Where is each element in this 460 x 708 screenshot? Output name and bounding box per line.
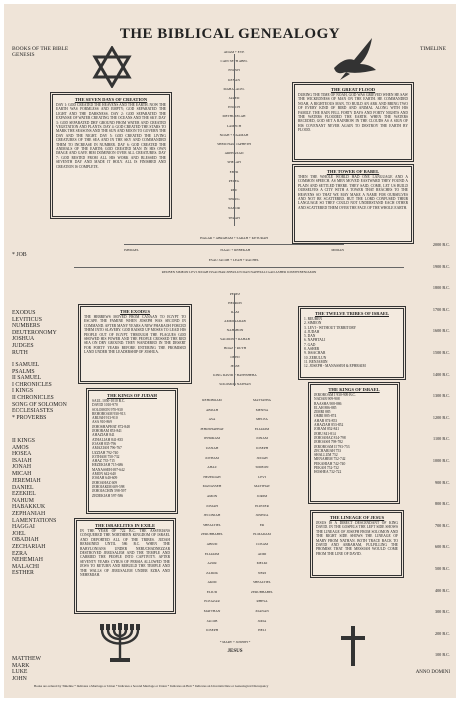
tribe-item: 2. SIMEON [304,321,322,326]
books-group-job [12,252,27,259]
babel-text: THEN THE WHOLE WORLD HAD ONE LANGUAGE AND A COMMON SPEECH. AS MEN MOVED EASTWARD THEY FOUND A PLAIN AND SETTLED THERE. THEY SAID, COME, LET US BUILD OURSELVES A CITY WITH A TOWER THAT REACHES TO THE HEAVENS SO THAT WE MAY MAKE A NAME FOR OURSELVES AND NOT BE SCATTERED. BUT THE LORD CONFUSED THEIR LANGUAGE SO THEY COULD NOT UNDERSTAND EACH OTHER AND SCATTERED THEM OVER THE FACE OF THE WHOLE EARTH. [298,175,408,210]
ancestor-name: JARED [228,96,240,101]
timeline-date: 1000 B.C. [432,457,450,463]
abraham-row: HAGAR + ABRAHAM + SARAH + KETURAH [200,236,268,240]
lineage-name: ZERUBBABEL [250,589,274,594]
israel-king-item: JEHU 841-814 [314,431,336,436]
book-name: II KINGS [12,438,36,444]
lineage-name: ELEAZAR [204,599,220,604]
judah-king-item: MANASSEH 697-642 [92,467,125,472]
judah-king-item: ABIJAH 913-910 [92,416,118,421]
timeline-date: 200 B.C. [434,630,450,636]
judah-king-item: ATHALIAH 841-835 [92,437,124,442]
judah-descendant: JESSE [230,364,240,368]
tribe-item: 10. ZEBULUN [304,355,327,360]
judah-descendant: SOLOMON NATHAN [219,382,251,386]
book-name: NUMBERS [12,323,41,330]
judah-descendant: RAM [231,310,239,314]
lineage-name: JOSHUA [255,513,269,518]
lineage-name: MELKI [256,561,268,566]
book-name: DANIEL [12,484,34,491]
books-group-law [12,310,57,356]
judah-descendant: SALMON + RAHAB [220,337,250,341]
lineage-name: AHAZ [207,465,217,470]
israel-king-item: PEKAH 752-732 [314,466,339,471]
lineage-name: REHOBOAM [202,398,222,402]
ancestor-name: SHEM HAM JAPHETH [217,142,251,147]
lineage-name: JOSEPH [255,445,269,450]
lineage-name: COSAM [255,541,269,546]
ancestor-name: PELEG [228,178,240,183]
lineage-name: JOTHAM [205,455,219,460]
lineage-name: JONAM [256,436,268,441]
timeline-header: TIMELINE [420,46,446,52]
lineage-name: ZERUBBABEL [200,532,224,537]
lineage-name: SIMEON [255,465,269,470]
judah-descendant: HEZRON [228,301,242,305]
israel-king-item: ZIMRI 885 [314,410,331,415]
book-name: ISAIAH [12,457,32,464]
timeline-date: 1600 B.C. [432,328,450,334]
ancestor-name: ARPHAXAD [224,151,244,156]
creation-text: DAY 1: GOD CREATED THE HEAVENS AND THE EARTH. NOW THE EARTH WAS FORMLESS AND EMPTY; GOD SEPARATED THE LIGHT AND THE DARKNESS. DAY 2: GOD SEPARATED THE EXPANSE OF WATER CREATING THE OCEANS AND THE SKY. DAY 3: GOD SEPARATED DRY GROUND FROM WATER AND CREATED VEGETATION AND PLANTS. DAY 4: GOD CREATED THE STARS TO MARK THE SEASONS AND THE SUN AND MOON TO GOVERN THE DAY AND THE NIGHT. DAY 5: GOD CREATED THE LIVING CREATURES OF THE SEA AND IN THE SKY AND COMMANDED THEM TO INCREASE IN NUMBER. DAY 6: GOD CREATED THE ANIMALS OF THE EARTH; GOD CREATED MAN IN HIS OWN IMAGE AND GAVE HIM DOMINION OVER ALL CREATURES. DAY 7: GOD RESTED FROM ALL HIS WORK AND BLESSED THE SEVENTH DAY AND MADE IT HOLY. ALL IS FINISHED AND CREATION IS COMPLETE. [56,103,166,169]
judah-king-item: AHAZ 735-715 [92,459,115,464]
ancestor-name: KENAN [228,77,240,82]
lineage-name: HELI [258,628,266,633]
judah-king-item: JEHOAHAZ 609 [92,480,118,485]
lineage-name: NERI [258,570,266,575]
book-name: JONAH [12,464,32,471]
timeline-date: 1300 B.C. [432,393,450,399]
ancestor-name: NOAH + NAAMAH [219,132,249,137]
timeline-date: 1900 B.C. [432,263,450,269]
judah-descendant: OBED [230,355,240,359]
exile-text: IN THE YEAR OF 722 B.C. THE ASSYRIANS CONQUERED THE NORTHERN KINGDOM OF ISRAEL AND DEPORTED ALL OF THE TRIBES. JUDAH REMAINED UNTIL 586 B.C. WHEN THE BABYLONIANS UNDER NEBUCHADNEZZAR DESTROYED JERUSALEM AND THE TEMPLE AND CARRIED THE PEOPLE INTO CAPTIVITY. AFTER SEVENTY YEARS CYRUS OF PERSIA ALLOWED THE JEWS TO RETURN AND REBUILD THE TEMPLE AND THE WALLS OF JERUSALEM UNDER EZRA AND NEHEMIAH. [80,529,170,578]
lineage-name: LEVI [258,474,266,479]
book-name: JOHN [12,675,27,682]
timeline [433,242,450,674]
flood-title: THE GREAT FLOOD [330,87,376,92]
ancestor-name: ENOSH [228,68,240,73]
babel-title: THE TOWER OF BABEL [326,169,380,174]
book-name: II CHRONICLES [12,394,54,401]
israel-king-item: SHALLUM 752 [314,453,338,458]
menorah-icon [96,618,144,668]
book-name: MICAH [12,470,32,477]
ancestor-name: SERUG [228,197,240,202]
judah-descendant: BOAZ + RUTH [223,346,247,350]
lineage-name: RHESA [256,599,268,604]
timeline-date: 900 B.C. [434,479,450,485]
book-name: LEVITICUS [12,316,42,323]
lineage-name: JEHOSHAPHAT [200,426,224,431]
book-name: DEUTERONOMY [12,329,57,336]
book-name: LUKE [12,669,28,676]
judah-king-item: SOLOMON 970-930 [92,407,123,412]
timeline-date: 300 B.C. [434,609,450,615]
books-header-label: BOOKS OF THE BIBLE [12,46,69,52]
lineage-name: AKIM [207,580,217,585]
judah-king-item: HEZEKIAH 715-686 [92,463,124,468]
kings-israel-title: THE KINGS OF ISRAEL [328,387,380,392]
tribe-item: 9. ISSACHAR [304,351,326,356]
ancestor-name: REU [230,188,238,193]
timeline-date: 1400 B.C. [432,371,450,377]
book-name: * PROVERBS [12,414,47,421]
right-lineage [240,396,284,636]
judah-king-item: JEHORAM 853-841 [92,429,122,434]
lineage-name: MENNA [255,407,269,412]
book-name: NEHEMIAH [12,557,43,564]
ancestor-name: METHUSELAH [222,114,246,119]
lineage-name: AZOR [207,561,217,566]
israel-king-item: JEHOASH 798-782 [314,440,343,445]
judah-descendant: NAHSHON [226,328,244,332]
exile-title: THE ISRAELITES IN EXILE [94,523,156,528]
lineage-name: AMON [206,493,218,498]
creation-title: THE SEVEN DAYS OF CREATION [74,97,148,102]
lineage-name: ELIUD [206,589,218,594]
book-name: II SAMUEL [12,375,42,382]
abraham-line [124,244,344,245]
flood-text: DURING THE TIME OF NOAH, GOD WAS GRIEVED WHEN HE SAW THE WICKEDNESS OF MAN ON THE EARTH. HE COMMANDED NOAH, A RIGHTEOUS MAN, TO BUILD AN ARK AND BRING TWO OF EVERY KIND OF BIRD AND ANIMAL ALONG WITH HIS FAMILY. THE RAIN FELL FORTY DAYS AND FORTY NIGHTS AND THE WATERS FLOODED THE EARTH. WHEN THE WATERS RECEDED, GOD SET A RAINBOW IN THE CLOUDS AS A SIGN OF HIS COVENANT NEVER AGAIN TO DESTROY THE EARTH BY FLOOD. [298,93,408,133]
lineage-name: JORIM [256,493,268,498]
genesis-label: GENESIS [12,52,35,58]
tree-trunk-mid [234,294,235,386]
judah-king-item: JOSIAH 640-609 [92,476,118,481]
judah-king-item: AMON 642-640 [92,472,116,477]
book-name: OBADIAH [12,537,39,544]
flood-box [294,84,412,160]
lineage-name: JOSIAH [206,503,218,508]
books-group-prophets [12,438,35,478]
lineage-name: SHEALTIEL [253,580,271,585]
judah-king-item: REHOBOAM 930-913 [92,411,126,416]
judah-king-item: JOTHAM 750-732 [92,454,120,459]
israel-king-item: OMRI 885-874 [314,414,337,419]
judah-king-item: JEHOIACHIN 598-597 [92,489,127,494]
lineage-name: ELIEZER [255,503,269,508]
cross-icon [338,624,368,668]
book-name: MARK [12,662,30,669]
book-name: * JOB [12,252,27,258]
books-group-exile [12,478,56,577]
timeline-date: 100 B.C. [434,652,450,658]
israel-king-item: ELAH 886-885 [314,405,337,410]
lineage-name: MELEA [256,417,268,422]
book-name: JOSHUA [12,336,35,343]
dove-icon [326,34,382,82]
lineage-text: JESUS IS A DIRECT DESCENDANT OF KING DAVID. IN THE GOSPELS THE LEFT SIDE SHOWS THE LINEAGE OF JOSEPH FROM SOLOMON AND THE RIGHT SIDE SHOWS THE LINEAGE OF MARY FROM NATHAN. BOTH TRACE BACK TO DAVID AND ABRAHAM, FULFILLING THE PROMISE THAT THE MESSIAH WOULD COME FROM THE LINE OF DAVID. [316,521,398,556]
ancestor-name: TERAH [228,215,240,220]
book-name: HOSEA [12,451,32,458]
tribe-item: 12. JOSEPH - MANASSEH & EPHRAIM [304,364,366,369]
tribe-item: 1. REUBEN [304,317,322,321]
tribes-title: THE TWELVE TRIBES OF ISRAEL [314,311,390,316]
kings-judah-title: THE KINGS OF JUDAH [107,393,157,398]
book-name: I SAMUEL [12,362,40,368]
exodus-box [80,306,190,382]
lineage-box [312,512,402,576]
book-name: I CHRONICLES [12,381,52,388]
mary-joseph: * MARY + JOSEPH * [219,640,251,644]
lineage-name: ELIAKIM [254,426,270,431]
lineage-name: ADDI [257,551,267,556]
lineage-name: MATTATHA [253,398,271,402]
lineage-name: ER [259,522,265,527]
lineage-name: ELMADAM [253,532,271,537]
books-group-gospels [12,656,41,682]
timeline-date: 600 B.C. [434,544,450,550]
israel-king-item: JEROBOAM I 930-909 B.C. [314,393,356,397]
exodus-title: THE EXODUS [120,309,150,314]
book-name: LAMENTATIONS [12,517,57,524]
book-name: ECCLESIASTES [12,408,54,415]
jesus-node: JESUS [227,649,243,654]
israel-king-item: JEHOAHAZ 814-798 [314,435,346,440]
footer-legend: Books are ordered by Timeline * Indicates a Marriage or Union * Indicates a Second Marriage or Union * Indicates an Heir * Indicates an Uncertain Date or Genealogical Discrepancy [34,684,269,688]
ancestor-name: LAMECH [226,123,242,128]
judah-king-item: DAVID 1010-970 [92,403,118,408]
book-name: ZECHARIAH [12,543,46,550]
lineage-title: THE LINEAGE OF JESUS [329,515,385,520]
book-name: MATTHEW [12,656,41,662]
tree-trunk-top [234,54,235,226]
creation-box [52,94,170,217]
book-name: HAGGAI [12,524,35,531]
tribes-row: REUBEN SIMEON LEVI JUDAH ISSACHAR ZEBULUN DAN NAPHTALI GAD ASHER JOSEPH BENJAMIN [161,270,317,274]
book-name: RUTH [12,349,28,356]
israel-king-item: AHAB 874-853 [314,418,338,423]
ancestor-name: ADAM + EVE [223,50,245,54]
patriarch-name: MIDIAN [331,248,344,252]
lineage-name: JUDAH [256,455,268,460]
tribe-item: 6. NAPHTALI [304,338,326,343]
tribes-line [74,267,404,268]
lineage-name: MANASSEH [202,484,222,489]
anno-domini: ANNO DOMINI [415,670,450,675]
book-name: ZEPHANIAH [12,510,46,517]
lineage-name: MATTHAT [254,484,270,489]
judah-king-item: AHAZIAH 841 [92,433,115,438]
books-header [12,46,68,58]
judah-king-item: JEHOSHAPHAT 872-848 [92,424,130,429]
judah-king-item: JOASH 835-796 [92,441,117,446]
lineage-name: JECONIAH [203,513,221,518]
left-lineage [190,396,234,636]
page-title: THE BIBLICAL GENEALOGY [119,26,341,42]
judah-king-item: JEHOIAKIM 609-598 [92,484,125,489]
ancestor-name: EBER [229,169,239,174]
book-name: JUDGES [12,342,34,349]
lineage-name: JOANAN [255,609,269,614]
israel-king-item: BAASHA 908-886 [314,401,342,406]
kings-israel-box [310,384,398,502]
patriarch-name: ISAAC + REBEKAH [220,248,251,252]
patriarch-name: ISHMAEL [124,248,140,252]
israel-king-item: HOSHEA 732-722 [314,470,342,475]
timeline-date: 1200 B.C. [432,414,450,420]
books-group-kingdom [12,362,67,421]
lineage-name: ASA [208,417,216,422]
tribe-item: 11. BENJAMIN [304,359,328,364]
ancestor-name: CAIN SETH ABEL [220,59,248,64]
israel-king-item: JEROBOAM II 793-753 [314,444,350,449]
lineage-name: ABIUD [206,541,218,546]
lineage-name: ABIJAH [205,407,219,412]
timeline-date: 1100 B.C. [433,436,450,442]
lineage-name: JODA [257,618,267,623]
lineage-name: SHEALTIEL [203,522,221,527]
tribe-item: 8. ASHER [304,347,320,352]
judah-descendant: AMMINADAB [224,319,246,323]
judah-king-item: UZZIAH 792-740 [92,450,119,455]
judah-line [180,290,290,389]
israel-king-item: JORAM 852-841 [314,427,340,432]
israel-king-item: ZECHARIAH 753 [314,448,342,453]
patriarch-row [124,248,344,252]
book-name: JOEL [12,530,26,537]
lineage-name: HEZEKIAH [203,474,221,479]
judah-descendant: PEREZ [229,292,241,296]
tribe-item: 4. JUDAH [304,329,320,334]
lineage-name: MATTHAN [203,609,221,614]
book-name: EZEKIEL [12,491,36,498]
ancestor-name: SHELAH [227,160,241,165]
judah-king-item: AMAZIAH 796-767 [92,446,122,451]
book-name: ESTHER [12,570,34,577]
book-name: JEREMIAH [12,478,41,484]
tribes-box [300,308,404,378]
book-name: AMOS [12,444,29,451]
israel-king-item: PEKAHIAH 742-740 [314,461,346,466]
star-of-david-icon [92,46,132,88]
israel-king-item: AHAZIAH 853-852 [314,423,344,428]
timeline-date: 800 B.C. [434,501,450,507]
book-name: HABAKKUK [12,504,46,511]
timeline-date: 2000 B.C. [432,242,450,247]
timeline-date: 1700 B.C. [432,306,450,312]
tribe-item: 5. DAN [304,334,316,339]
ancestor-name: ENOCH [228,105,240,110]
lineage-name: UZZIAH [205,445,219,450]
judah-king-item: SAUL 1050-1010 B.C. [92,399,126,403]
exile-box [76,520,174,612]
book-name: SONG OF SOLOMON [12,401,67,408]
israel-king-item: NADAB 909-908 [314,397,340,402]
book-name: MALACHI [12,563,40,570]
lineage-name: JACOB [206,618,218,623]
judah-king-item: ASA 910-869 [92,420,112,425]
jacob-row: ESAU JACOB + LEAH + RACHEL [208,258,260,262]
timeline-date: 1800 B.C. [432,285,450,291]
judah-descendant: KING DAVID + BATHSHEBA [213,373,257,377]
timeline-date: 400 B.C. [434,587,450,593]
book-name: EZRA [12,550,28,557]
book-name: EXODUS [12,310,36,316]
genealogy-poster [4,4,456,698]
lineage-name: JOSEPH [205,628,219,633]
exodus-text: THE HEBREWS MOVED FROM CANAAN TO EGYPT TO ESCAPE THE FAMINE WHEN JOSEPH WAS SECOND IN COMMAND. AFTER MANY YEARS A NEW PHARAOH FORCED THEM INTO SLAVERY. GOD RAISED UP MOSES TO LEAD HIS PEOPLE OUT OF EGYPT. THROUGH THE PLAGUES GOD SHOWED HIS POWER AND THE PEOPLE CROSSED THE RED SEA ON DRY GROUND. THEY WANDERED IN THE DESERT FOR FORTY YEARS BEFORE ENTERING THE PROMISED LAND UNDER THE LEADERSHIP OF JOSHUA. [84,315,186,355]
timeline-date: 700 B.C. [434,522,450,528]
lineage-name: ZADOK [206,570,218,575]
tribe-item: 7. GAD [304,342,316,347]
tribe-item: 3. LEVI - WITHOUT TERRITORY [304,325,357,330]
book-name: PSALMS [12,368,35,375]
israel-king-item: MENAHEM 752-742 [314,457,346,462]
ancestor-name: NAHOR [227,206,241,211]
judah-king-item: ZEDEKIAH 597-586 [92,493,124,498]
timeline-date: 500 B.C. [434,565,450,571]
lineage-name: JEHORAM [203,436,220,441]
timeline-date: 1500 B.C. [432,349,450,355]
kings-judah-box [88,390,176,512]
book-name: I KINGS [12,388,34,395]
babel-box [294,166,412,242]
ancestor-name: MAHALALEL [223,86,245,91]
lineage-name: ELIAKIM [204,551,220,556]
book-name: NAHUM [12,497,34,504]
